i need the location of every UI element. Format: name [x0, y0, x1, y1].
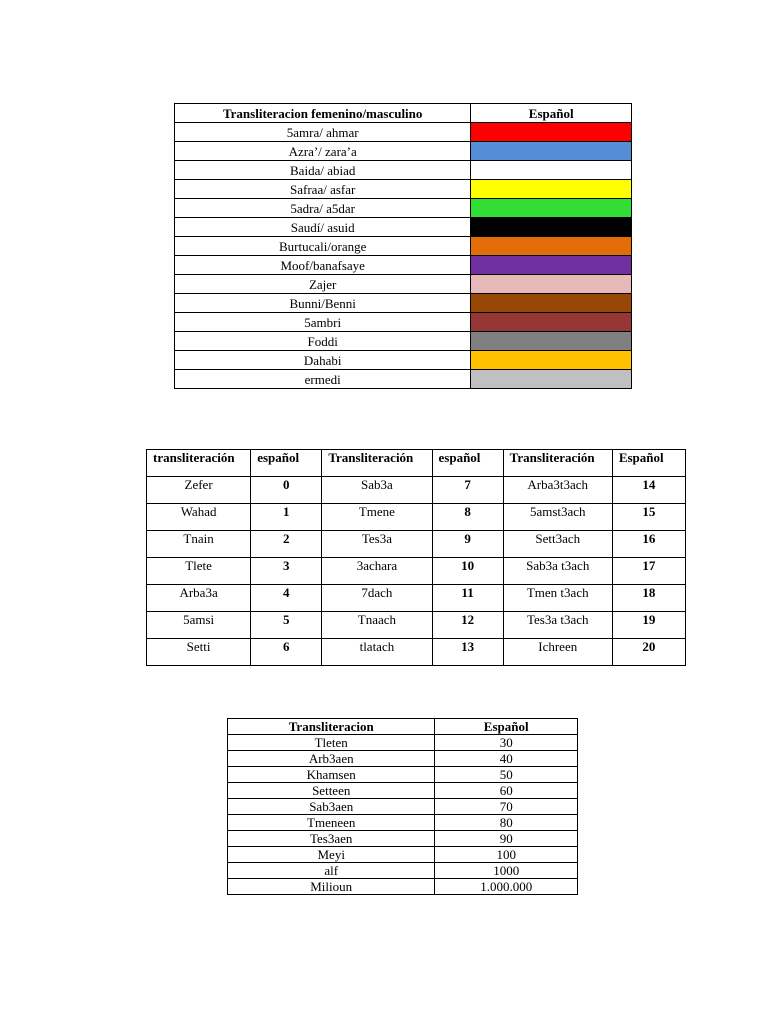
number-value-cell: 17	[612, 558, 685, 585]
number-word-cell: Sab3a t3ach	[503, 558, 612, 585]
number-word-cell: 7dach	[322, 585, 432, 612]
color-swatch	[471, 351, 631, 369]
tens-value-cell: 50	[435, 767, 578, 783]
color-swatch	[471, 161, 631, 179]
number-value-cell: 20	[612, 639, 685, 666]
number-word-cell: Tmen t3ach	[503, 585, 612, 612]
color-swatch-cell	[471, 332, 632, 351]
tens-body	[228, 735, 578, 895]
number-value-cell: 6	[251, 639, 322, 666]
table-row	[175, 161, 632, 180]
number-value-cell: 5	[251, 612, 322, 639]
table-row	[175, 351, 632, 370]
color-swatch	[471, 237, 631, 255]
number-word-cell: Tes3a t3ach	[503, 612, 612, 639]
color-swatch-cell	[471, 275, 632, 294]
numbers-body	[147, 477, 686, 666]
numbers-header-translit-1: transliteración	[147, 450, 251, 477]
numbers-header-spanish-1: español	[251, 450, 322, 477]
tens-value-cell: 30	[435, 735, 578, 751]
number-word-cell: Setti	[147, 639, 251, 666]
color-swatch-cell	[471, 351, 632, 370]
number-value-cell: 4	[251, 585, 322, 612]
number-value-cell: 14	[612, 477, 685, 504]
number-word-cell: Sett3ach	[503, 531, 612, 558]
number-word-cell: Tes3a	[322, 531, 432, 558]
number-value-cell: 2	[251, 531, 322, 558]
table-row	[228, 767, 578, 783]
colors-body	[175, 123, 632, 389]
table-row	[228, 751, 578, 767]
color-name-cell: ermedi	[175, 370, 471, 389]
color-swatch	[471, 218, 631, 236]
tens-value-cell: 90	[435, 831, 578, 847]
color-swatch-cell	[471, 123, 632, 142]
number-value-cell: 3	[251, 558, 322, 585]
tens-value-cell: 70	[435, 799, 578, 815]
table-row	[175, 142, 632, 161]
color-swatch	[471, 123, 631, 141]
color-name-cell: 5adra/ a5dar	[175, 199, 471, 218]
tens-word-cell: Sab3aen	[228, 799, 435, 815]
table-row	[228, 863, 578, 879]
table-row	[147, 585, 686, 612]
color-name-cell: Saudí/ asuid	[175, 218, 471, 237]
number-word-cell: Ichreen	[503, 639, 612, 666]
table-row	[175, 313, 632, 332]
number-value-cell: 0	[251, 477, 322, 504]
number-word-cell: Tmene	[322, 504, 432, 531]
colors-header-transliteration: Transliteracion femenino/masculino	[175, 104, 471, 123]
numbers-header-translit-3: Transliteración	[503, 450, 612, 477]
tens-word-cell: Meyi	[228, 847, 435, 863]
table-row	[228, 815, 578, 831]
color-name-cell: Baida/ abiad	[175, 161, 471, 180]
color-swatch	[471, 256, 631, 274]
number-value-cell: 12	[432, 612, 503, 639]
color-swatch	[471, 142, 631, 160]
table-row	[228, 831, 578, 847]
number-word-cell: Zefer	[147, 477, 251, 504]
tens-header-transliteration: Transliteracion	[228, 719, 435, 735]
color-name-cell: 5ambri	[175, 313, 471, 332]
color-swatch	[471, 275, 631, 293]
tens-value-cell: 40	[435, 751, 578, 767]
tens-word-cell: Arb3aen	[228, 751, 435, 767]
table-row	[147, 477, 686, 504]
tens-word-cell: alf	[228, 863, 435, 879]
color-swatch-cell	[471, 180, 632, 199]
number-value-cell: 13	[432, 639, 503, 666]
tens-word-cell: Milioun	[228, 879, 435, 895]
number-word-cell: Sab3a	[322, 477, 432, 504]
table-row	[147, 531, 686, 558]
number-word-cell: 5amst3ach	[503, 504, 612, 531]
table-row	[175, 237, 632, 256]
number-word-cell: 3achara	[322, 558, 432, 585]
color-swatch	[471, 180, 631, 198]
color-swatch	[471, 313, 631, 331]
color-swatch-cell	[471, 161, 632, 180]
table-row	[228, 879, 578, 895]
color-swatch-cell	[471, 237, 632, 256]
table-row	[175, 256, 632, 275]
number-value-cell: 7	[432, 477, 503, 504]
numbers-table	[146, 449, 686, 666]
color-name-cell: Bunni/Benni	[175, 294, 471, 313]
color-swatch-cell	[471, 218, 632, 237]
table-row	[147, 558, 686, 585]
number-value-cell: 18	[612, 585, 685, 612]
table-row	[228, 783, 578, 799]
color-swatch-cell	[471, 199, 632, 218]
colors-table	[174, 103, 632, 389]
numbers-header-spanish-2: español	[432, 450, 503, 477]
number-word-cell: Wahad	[147, 504, 251, 531]
color-name-cell: Azra’/ zara’a	[175, 142, 471, 161]
tens-value-cell: 1.000.000	[435, 879, 578, 895]
number-value-cell: 9	[432, 531, 503, 558]
table-row	[175, 370, 632, 389]
color-swatch	[471, 199, 631, 217]
number-value-cell: 15	[612, 504, 685, 531]
number-word-cell: Tlete	[147, 558, 251, 585]
number-word-cell: Arba3t3ach	[503, 477, 612, 504]
number-word-cell: Tnaach	[322, 612, 432, 639]
numbers-header-translit-2: Transliteración	[322, 450, 432, 477]
tens-table	[227, 718, 578, 895]
tens-word-cell: Khamsen	[228, 767, 435, 783]
number-value-cell: 8	[432, 504, 503, 531]
table-row	[175, 199, 632, 218]
colors-header-row	[175, 104, 632, 123]
tens-value-cell: 1000	[435, 863, 578, 879]
color-swatch	[471, 294, 631, 312]
color-name-cell: 5amra/ ahmar	[175, 123, 471, 142]
table-row	[147, 612, 686, 639]
color-swatch-cell	[471, 313, 632, 332]
tens-word-cell: Tmeneen	[228, 815, 435, 831]
color-name-cell: Dahabi	[175, 351, 471, 370]
table-row	[228, 847, 578, 863]
color-name-cell: Safraa/ asfar	[175, 180, 471, 199]
tens-value-cell: 100	[435, 847, 578, 863]
table-row	[175, 275, 632, 294]
tens-word-cell: Tes3aen	[228, 831, 435, 847]
number-word-cell: Arba3a	[147, 585, 251, 612]
table-row	[147, 504, 686, 531]
color-swatch-cell	[471, 256, 632, 275]
tens-value-cell: 60	[435, 783, 578, 799]
table-row	[175, 180, 632, 199]
table-row	[175, 332, 632, 351]
table-row	[228, 799, 578, 815]
color-name-cell: Zajer	[175, 275, 471, 294]
colors-header-spanish: Español	[471, 104, 632, 123]
table-row	[147, 639, 686, 666]
number-word-cell: Tnain	[147, 531, 251, 558]
numbers-header-row	[147, 450, 686, 477]
color-swatch-cell	[471, 370, 632, 389]
numbers-header-spanish-3: Español	[612, 450, 685, 477]
number-word-cell: tlatach	[322, 639, 432, 666]
color-name-cell: Moof/banafsaye	[175, 256, 471, 275]
tens-word-cell: Setteen	[228, 783, 435, 799]
color-swatch-cell	[471, 294, 632, 313]
number-value-cell: 1	[251, 504, 322, 531]
number-value-cell: 10	[432, 558, 503, 585]
table-row	[228, 735, 578, 751]
number-value-cell: 19	[612, 612, 685, 639]
tens-value-cell: 80	[435, 815, 578, 831]
color-swatch	[471, 370, 631, 388]
color-name-cell: Foddi	[175, 332, 471, 351]
tens-header-spanish: Español	[435, 719, 578, 735]
table-row	[175, 218, 632, 237]
color-name-cell: Burtucali/orange	[175, 237, 471, 256]
tens-word-cell: Tleten	[228, 735, 435, 751]
color-swatch-cell	[471, 142, 632, 161]
number-value-cell: 16	[612, 531, 685, 558]
color-swatch	[471, 332, 631, 350]
number-word-cell: 5amsi	[147, 612, 251, 639]
table-row	[175, 294, 632, 313]
number-value-cell: 11	[432, 585, 503, 612]
tens-header-row	[228, 719, 578, 735]
table-row	[175, 123, 632, 142]
